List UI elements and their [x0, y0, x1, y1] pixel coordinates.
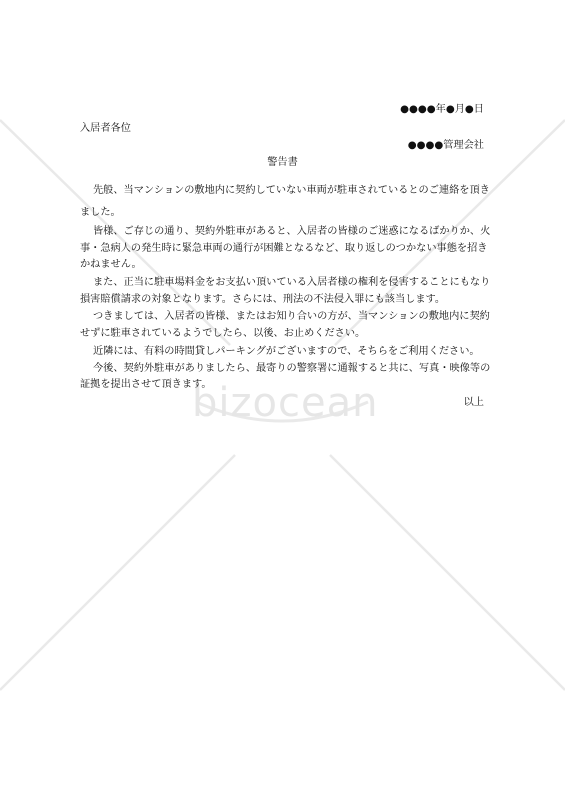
body-line: せずに駐車されているようでしたら、以後、お止めください。	[80, 328, 366, 339]
body-line: 損害賠償請求の対象となります。さらには、刑法の不法侵入罪にも該当します。	[80, 294, 446, 305]
body-line: 先般、当マンションの敷地内に契約していない車両が駐車されているとのご連絡を頂き	[93, 185, 490, 196]
body-line: 事・急病人の発生時に緊急車両の通行が困難となるなど、取り返しのつかない事態を招き	[80, 243, 488, 254]
closing-remark: 以上	[463, 397, 484, 408]
body-line: また、正当に駐車場料金をお支払い頂いている入居者様の権利を侵害することにもなり	[93, 277, 491, 288]
body-line: つきましては、入居者の皆様、またはお知り合いの方が、当マンションの敷地内に契約	[93, 311, 490, 322]
document-date: ●●●●年●月●日	[400, 104, 484, 115]
addressee: 入居者各位	[80, 123, 131, 134]
body-line: 証拠を提出させて頂きます。	[80, 379, 212, 390]
body-line: ました。	[80, 207, 121, 218]
body-line: 近隣には、有料の時間貸しパーキングがございますので、そちらをご利用ください。	[93, 346, 480, 357]
watermark-logo: bizocean	[192, 380, 379, 426]
body-line: かねません。	[80, 259, 142, 270]
body-line: 今後、契約外駐車がありましたら、最寄りの警察署に通報すると共に、写真・映像等の	[93, 363, 491, 374]
document-title: 警告書	[267, 157, 298, 168]
sender-company: ●●●●管理会社	[407, 140, 484, 151]
body-line: 皆様、ご存じの通り、契約外駐車があると、入居者の皆様のご迷惑になるばかりか、火	[93, 226, 491, 237]
